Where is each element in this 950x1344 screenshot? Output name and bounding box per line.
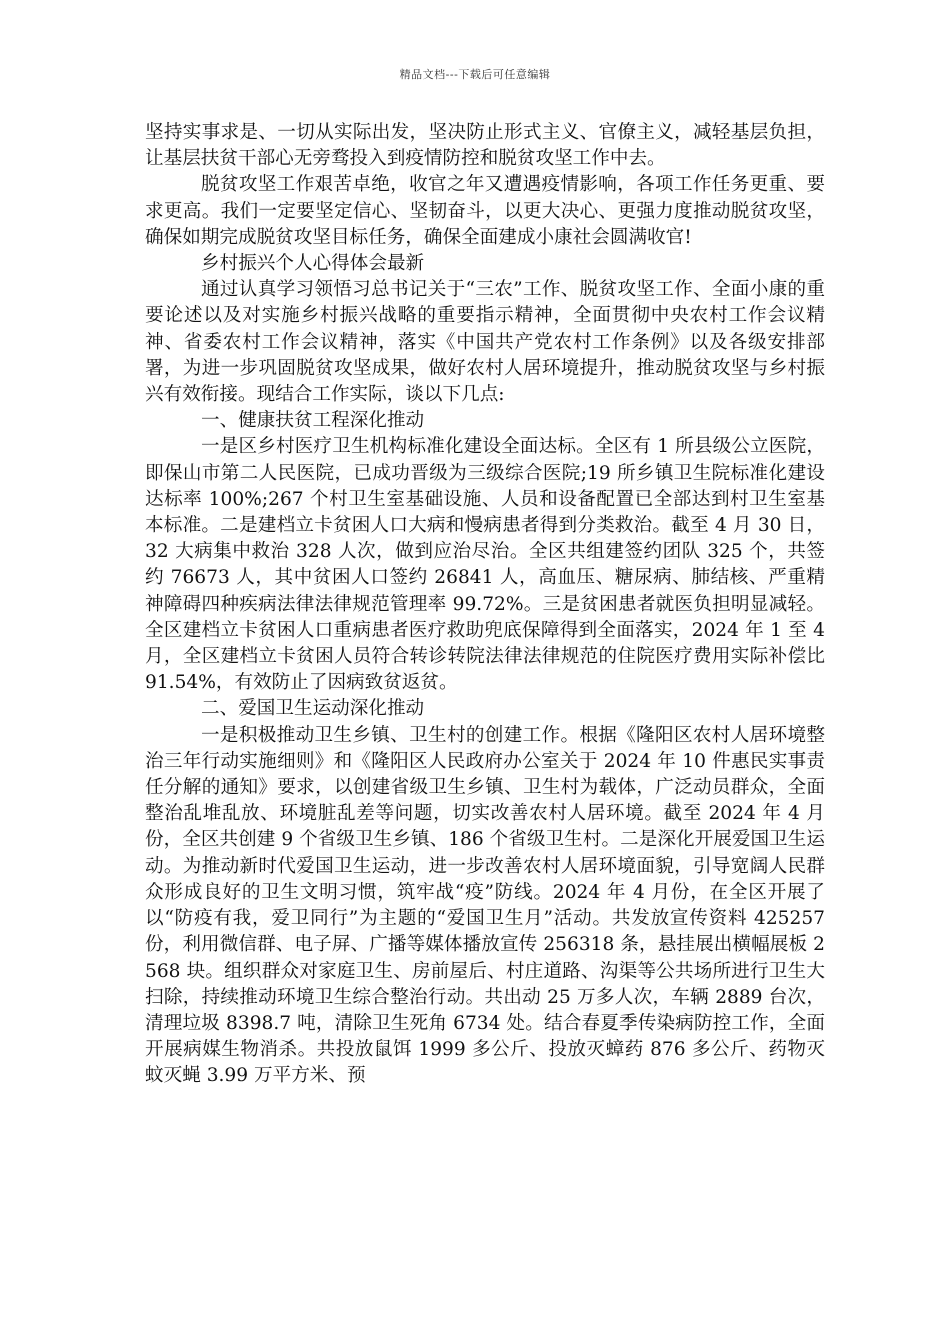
document-body: [145, 120, 825, 1090]
paragraph: 一是积极推动卫生乡镇、卫生村的创建工作。根据《隆阳区农村人居环境整治三年行动实施细则》和《隆阳区人民政府办公室关于 2024 年 10 件惠民实事责任分解的通知》要求，以创建省级卫生乡镇、卫生村为载体，广泛动员群众，全面整治乱堆乱放、环境脏乱差等问题，切实改善农村人居环境。截至 2024 年 4 月份，全区共创建 9 个省级卫生乡镇、186 个省级卫生村。二是深化开展爱国卫生运动。为推动新时代爱国卫生运动，进一步改善农村人居环境面貌，引导宽阔人民群众形成良好的卫生文明习惯，筑牢战“疫”防线。2024 年 4 月份，在全区开展了以“防疫有我，爱卫同行”为主题的“爱国卫生月”活动。共发放宣传资料 425257 份，利用微信群、电子屏、广播等媒体播放宣传 256318 条，悬挂展出横幅展板 2568 块。组织群众对家庭卫生、房前屋后、村庄道路、沟渠等公共场所进行卫生大扫除，持续推动环境卫生综合整治行动。共出动 25 万多人次，车辆 2889 台次，清理垃圾 8398.7 吨，清除卫生死角 6734 处。结合春夏季传染病防控工作，全面开展病媒生物消杀。共投放鼠饵 1999 多公斤、投放灭蟑药 876 多公斤、药物灭蚊灭蝇 3.99 万平方米、预: [145, 724, 825, 1087]
paragraph: 脱贫攻坚工作艰苦卓绝，收官之年又遭遇疫情影响，各项工作任务更重、要求更高。我们一定要坚定信心、坚韧奋斗，以更大决心、更强力度推动脱贫攻坚，确保如期完成脱贫攻坚目标任务，确保全面建成小康社会圆满收官!: [145, 174, 825, 248]
section-title: 乡村振兴个人心得体会最新: [201, 253, 425, 275]
paragraph: 坚持实事求是、一切从实际出发，坚决防止形式主义、官僚主义，减轻基层负担，让基层扶贫干部心无旁骛投入到疫情防控和脱贫攻坚工作中去。: [145, 122, 825, 170]
section-heading: 二、爱国卫生运动深化推动: [201, 698, 425, 720]
page-header: 精品文档---下载后可任意编辑: [399, 68, 551, 81]
section-heading: 一、健康扶贫工程深化推动: [201, 410, 425, 432]
paragraph: 通过认真学习领悟习总书记关于“三农”工作、脱贫攻坚工作、全面小康的重要论述以及对实施乡村振兴战略的重要指示精神，全面贯彻中央农村工作会议精神、省委农村工作会议精神，落实《中国共产党农村工作条例》以及各级安排部署，为进一步巩固脱贫攻坚成果，做好农村人居环境提升，推动脱贫攻坚与乡村振兴有效衔接。现结合工作实际，谈以下几点:: [145, 279, 825, 406]
paragraph: 一是区乡村医疗卫生机构标准化建设全面达标。全区有 1 所县级公立医院，即保山市第二人民医院，已成功晋级为三级综合医院;19 所乡镇卫生院标准化建设达标率 100%;267 个村卫生室基础设施、人员和设备配置已全部达到村卫生室基本标准。二是建档立卡贫困人口大病和慢病患者得到分类救治。截至 4 月 30 日，32 大病集中救治 328 人次，做到应治尽治。全区共组建签约团队 325 个，共签约 76673 人，其中贫困人口签约 26841 人，高血压、糖尿病、肺结核、严重精神障碍四种疾病法律法律规范管理率 99.72%。三是贫困患者就医负担明显减轻。全区建档立卡贫困人口重病患者医疗救助兜底保障得到全面落实，2024 年 1 至 4 月，全区建档立卡贫困人员符合转诊转院法律法律规范的住院医疗费用实际补偿比 91.54%，有效防止了因病致贫返贫。: [145, 436, 825, 694]
